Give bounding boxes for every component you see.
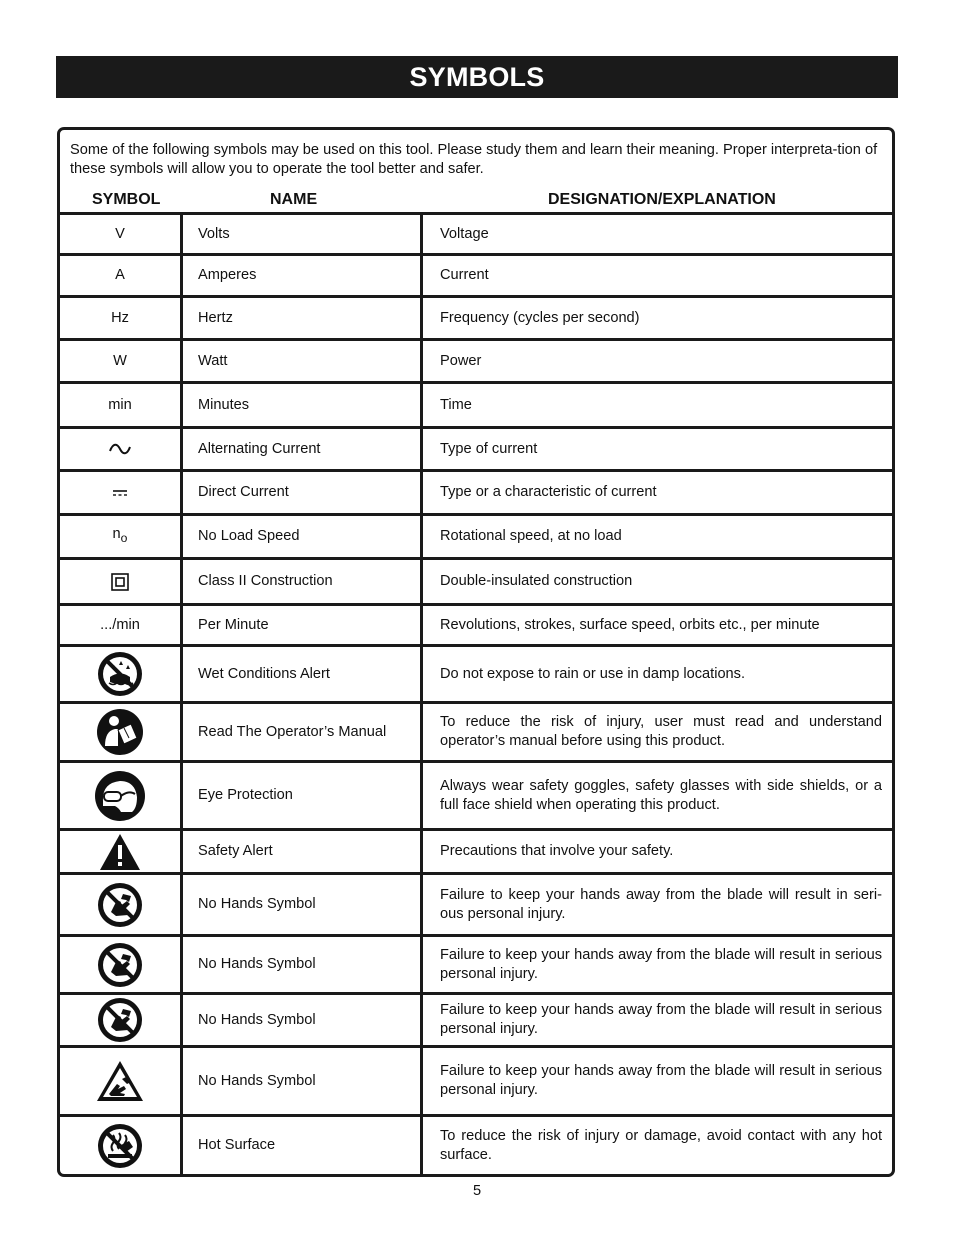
- symbols-table: [60, 212, 892, 1175]
- name-cell: No Hands Symbol: [182, 936, 422, 994]
- table-row: [60, 874, 892, 936]
- table-row: [60, 255, 892, 297]
- name-cell: Alternating Current: [182, 428, 422, 471]
- symbol-text: n: [112, 526, 121, 543]
- designation-cell: Failure to keep your hands away from the blade will result in serious personal injury.: [422, 994, 893, 1047]
- table-row: [60, 703, 892, 762]
- table-row: [60, 471, 892, 515]
- symbol-cell: [60, 340, 182, 383]
- table-row: [60, 428, 892, 471]
- designation-cell: Do not expose to rain or use in damp locations.: [422, 646, 893, 703]
- symbol-cell: [60, 1047, 182, 1116]
- name-cell: Per Minute: [182, 605, 422, 646]
- symbol-text: .../min: [100, 616, 140, 633]
- designation-cell: Always wear safety goggles, safety glasses with side shields, or a full face shield when operating this product.: [422, 762, 893, 830]
- table-row: [60, 762, 892, 830]
- name-cell: No Hands Symbol: [182, 994, 422, 1047]
- symbol-cell: [60, 994, 182, 1047]
- symbol-cell: [60, 515, 182, 559]
- symbol-cell: [60, 874, 182, 936]
- symbol-cell: [60, 428, 182, 471]
- table-row: [60, 383, 892, 428]
- direct-current-icon: [60, 489, 180, 497]
- symbol-cell: [60, 214, 182, 255]
- symbol-cell: [60, 559, 182, 605]
- symbol-cell: [60, 646, 182, 703]
- alternating-current-icon: [60, 442, 180, 456]
- designation-cell: Precautions that involve your safety.: [422, 830, 893, 874]
- designation-cell: To reduce the risk of injury or damage, avoid contact with any hot surface.: [422, 1116, 893, 1175]
- name-cell: Hot Surface: [182, 1116, 422, 1175]
- no-hands-icon: [60, 882, 180, 928]
- no-hands-icon: [60, 942, 180, 988]
- no-hands-warning-icon: [60, 1059, 180, 1103]
- page-number: 5: [472, 1183, 482, 1199]
- name-cell: Volts: [182, 214, 422, 255]
- table-row: [60, 994, 892, 1047]
- table-row: [60, 297, 892, 340]
- name-cell: Eye Protection: [182, 762, 422, 830]
- intro-text: Some of the following symbols may be used on this tool. Please study them and learn their meaning. Proper interpreta-tion of these symbols will allow you to operate the tool better and safer.: [70, 142, 878, 177]
- table-row: [60, 605, 892, 646]
- designation-cell: To reduce the risk of injury, user must read and understand operator’s manual before using this product.: [422, 703, 893, 762]
- class-two-construction-icon: [60, 573, 180, 591]
- symbol-text: Hz: [111, 309, 129, 326]
- symbol-subscript: o: [120, 530, 128, 545]
- designation-cell: Current: [422, 255, 893, 297]
- designation-cell: Frequency (cycles per second): [422, 297, 893, 340]
- name-cell: Direct Current: [182, 471, 422, 515]
- wet-conditions-icon: [60, 651, 180, 697]
- name-cell: No Hands Symbol: [182, 874, 422, 936]
- header-designation: DESIGNATION/EXPLANATION: [548, 191, 776, 208]
- symbol-text: A: [115, 267, 125, 283]
- designation-cell: Type of current: [422, 428, 893, 471]
- symbol-cell: [60, 383, 182, 428]
- designation-cell: Double-insulated construction: [422, 559, 893, 605]
- name-cell: Read The Operator’s Manual: [182, 703, 422, 762]
- table-row: [60, 559, 892, 605]
- name-cell: Wet Conditions Alert: [182, 646, 422, 703]
- symbol-text: W: [113, 352, 127, 369]
- designation-cell: Failure to keep your hands away from the blade will result in seri-ous personal injury.: [422, 874, 893, 936]
- symbol-text: min: [108, 396, 132, 413]
- header-name: NAME: [270, 191, 318, 208]
- table-row: [60, 830, 892, 874]
- designation-cell: Rotational speed, at no load: [422, 515, 893, 559]
- eye-protection-icon: [60, 770, 180, 822]
- table-row: [60, 646, 892, 703]
- safety-alert-icon: [60, 832, 180, 872]
- symbol-cell: [60, 762, 182, 830]
- read-manual-icon: [60, 708, 180, 756]
- table-row: [60, 214, 892, 255]
- symbol-cell: [60, 936, 182, 994]
- symbol-cell: [60, 297, 182, 340]
- hot-surface-icon: [60, 1123, 180, 1169]
- designation-cell: Time: [422, 383, 893, 428]
- designation-cell: Power: [422, 340, 893, 383]
- designation-cell: Failure to keep your hands away from the blade will result in serious personal injury.: [422, 1047, 893, 1116]
- symbol-cell: [60, 255, 182, 297]
- symbol-text: V: [115, 225, 125, 242]
- table-row: [60, 1047, 892, 1116]
- name-cell: Class II Construction: [182, 559, 422, 605]
- name-cell: Hertz: [182, 297, 422, 340]
- name-cell: No Load Speed: [182, 515, 422, 559]
- designation-cell: Type or a characteristic of current: [422, 471, 893, 515]
- name-cell: Amperes: [182, 255, 422, 297]
- symbol-cell: [60, 471, 182, 515]
- symbol-cell: [60, 830, 182, 874]
- name-cell: Safety Alert: [182, 830, 422, 874]
- symbols-panel: [57, 127, 895, 1177]
- symbol-cell: [60, 703, 182, 762]
- symbol-cell: [60, 1116, 182, 1175]
- no-hands-icon: [60, 997, 180, 1043]
- name-cell: No Hands Symbol: [182, 1047, 422, 1116]
- symbols-table-body: [60, 214, 892, 1175]
- table-row: [60, 1116, 892, 1175]
- name-cell: Minutes: [182, 383, 422, 428]
- header-symbol: SYMBOL: [92, 191, 161, 208]
- designation-cell: Revolutions, strokes, surface speed, orbits etc., per minute: [422, 605, 893, 646]
- symbol-cell: [60, 605, 182, 646]
- table-row: [60, 936, 892, 994]
- table-row: [60, 340, 892, 383]
- name-cell: Watt: [182, 340, 422, 383]
- designation-cell: Voltage: [422, 214, 893, 255]
- designation-cell: Failure to keep your hands away from the blade will result in serious personal injury.: [422, 936, 893, 994]
- page-title: SYMBOLS: [56, 56, 898, 98]
- table-row: [60, 515, 892, 559]
